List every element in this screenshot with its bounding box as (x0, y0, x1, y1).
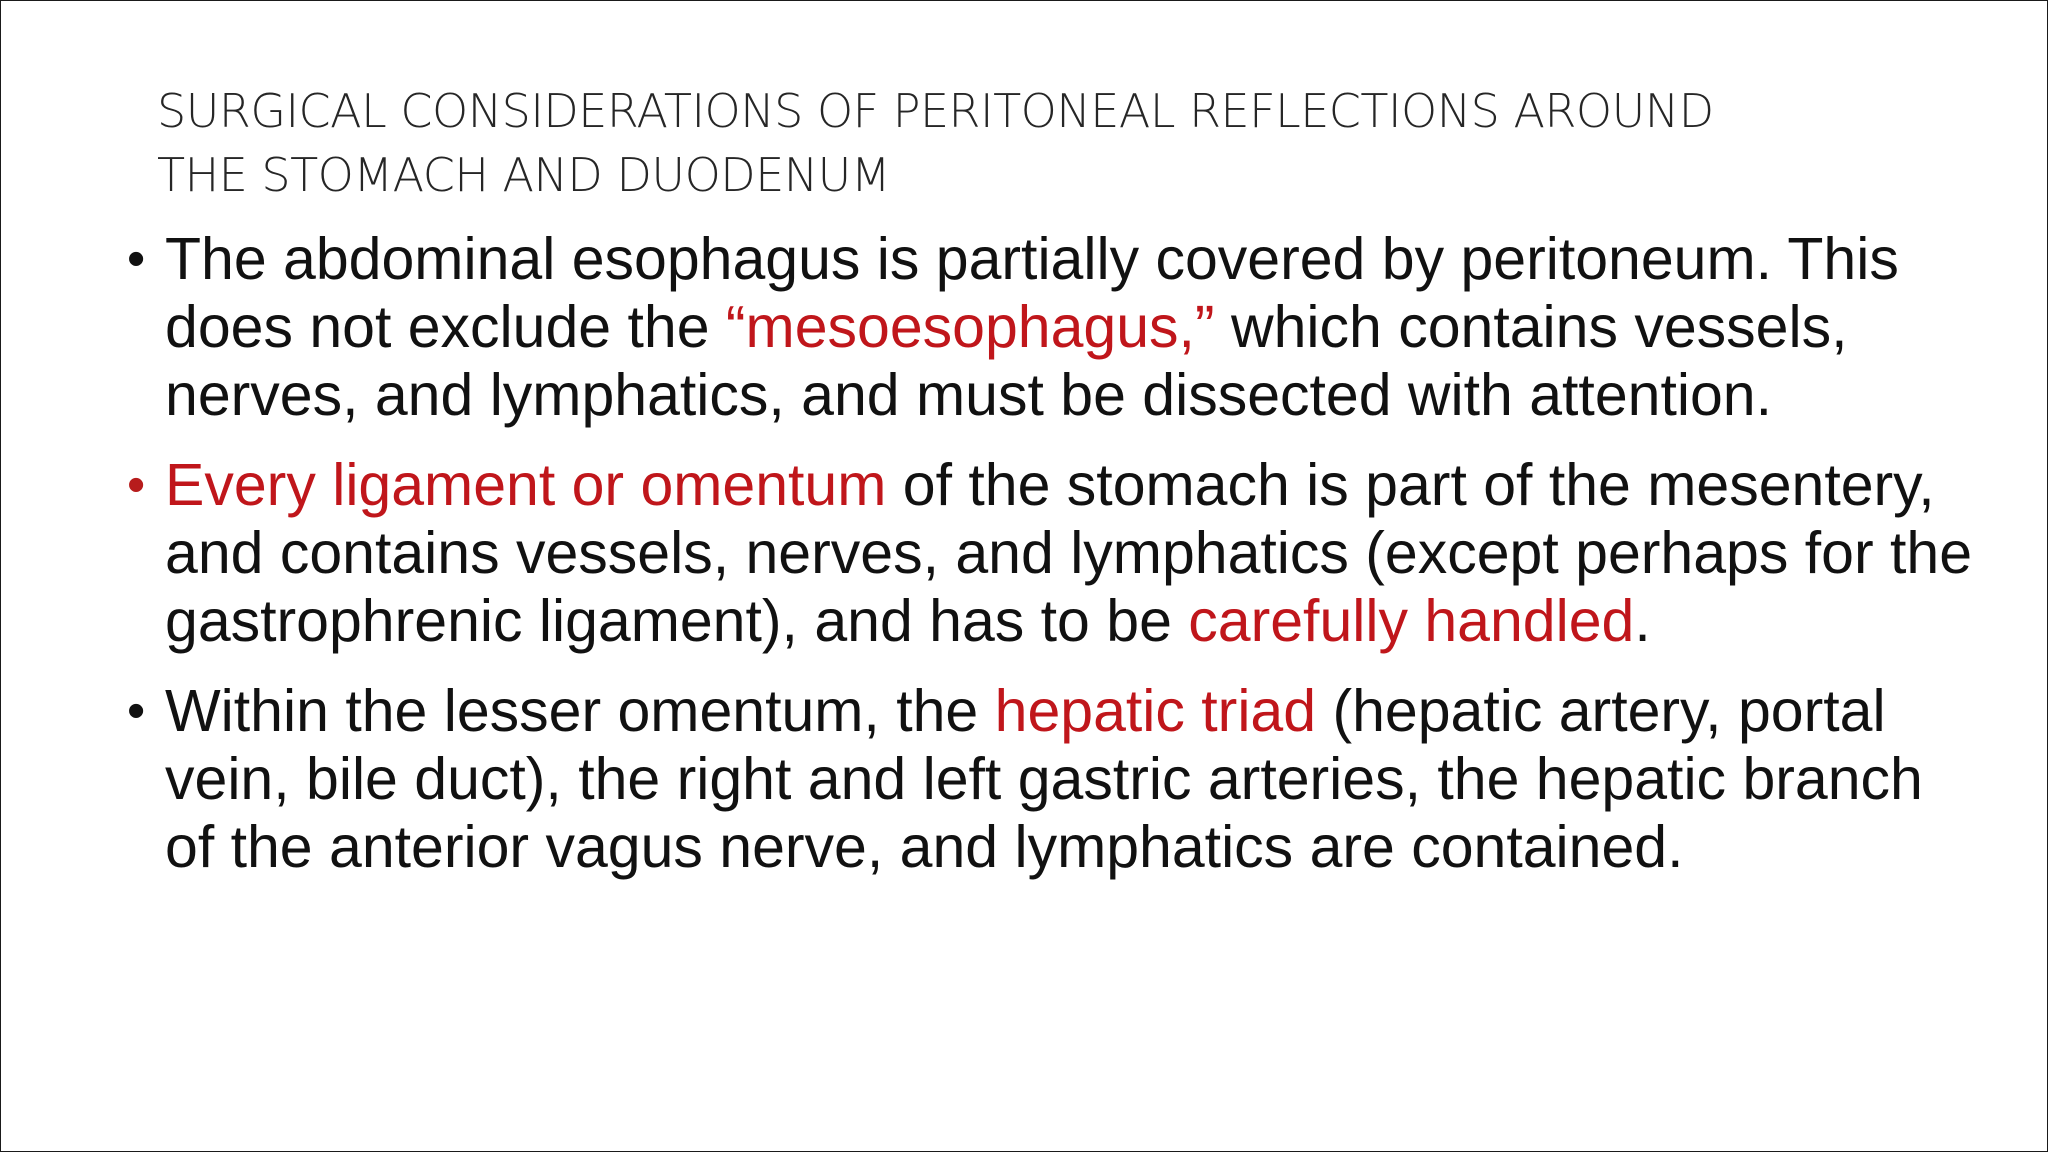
slide-title (157, 79, 1917, 207)
bullet-dot-icon: • (127, 230, 146, 288)
bullet-3-highlight: hepatic triad (994, 678, 1317, 744)
bullet-3-text-a: Within the lesser omentum, the (165, 678, 995, 744)
bullet-2-text-b: . (1634, 588, 1651, 654)
bullet-2-highlight-a: Every ligament or omentum (165, 452, 887, 518)
title-line-1: SURGICAL CONSIDERATIONS OF PERITONEAL REFLECTIONS AROUND (157, 84, 1714, 138)
bullet-1-text-b: which contains vessels, nerves, and lymphatics, and must be dissected with attention. (165, 294, 1848, 428)
bullet-list (127, 225, 1987, 903)
bullet-1-highlight: “mesoesophagus,” (725, 294, 1215, 360)
bullet-2-highlight-b: carefully handled (1188, 588, 1635, 654)
bullet-3-text-b: (hepatic artery, portal vein, bile duct), the right and left gastric arteries, the hepatic branch of the anterior vagus nerve, and lymphatics are contained. (165, 678, 1923, 880)
bullet-2-text-a: of the stomach is part of the mesentery, and contains vessels, nerves, and lymphatics (except perhaps for the gastrophrenic ligament), and has to be (165, 452, 1973, 654)
bullet-item-1 (127, 225, 1987, 429)
bullet-item-3 (127, 677, 1987, 881)
bullet-dot-icon: • (127, 682, 146, 740)
bullet-item-2 (127, 451, 1987, 655)
bullet-1-text-a: The abdominal esophagus is partially covered by peritoneum. This does not exclude the (165, 226, 1899, 360)
title-line-2: THE STOMACH AND DUODENUM (157, 148, 891, 202)
bullet-dot-icon: • (127, 456, 146, 514)
